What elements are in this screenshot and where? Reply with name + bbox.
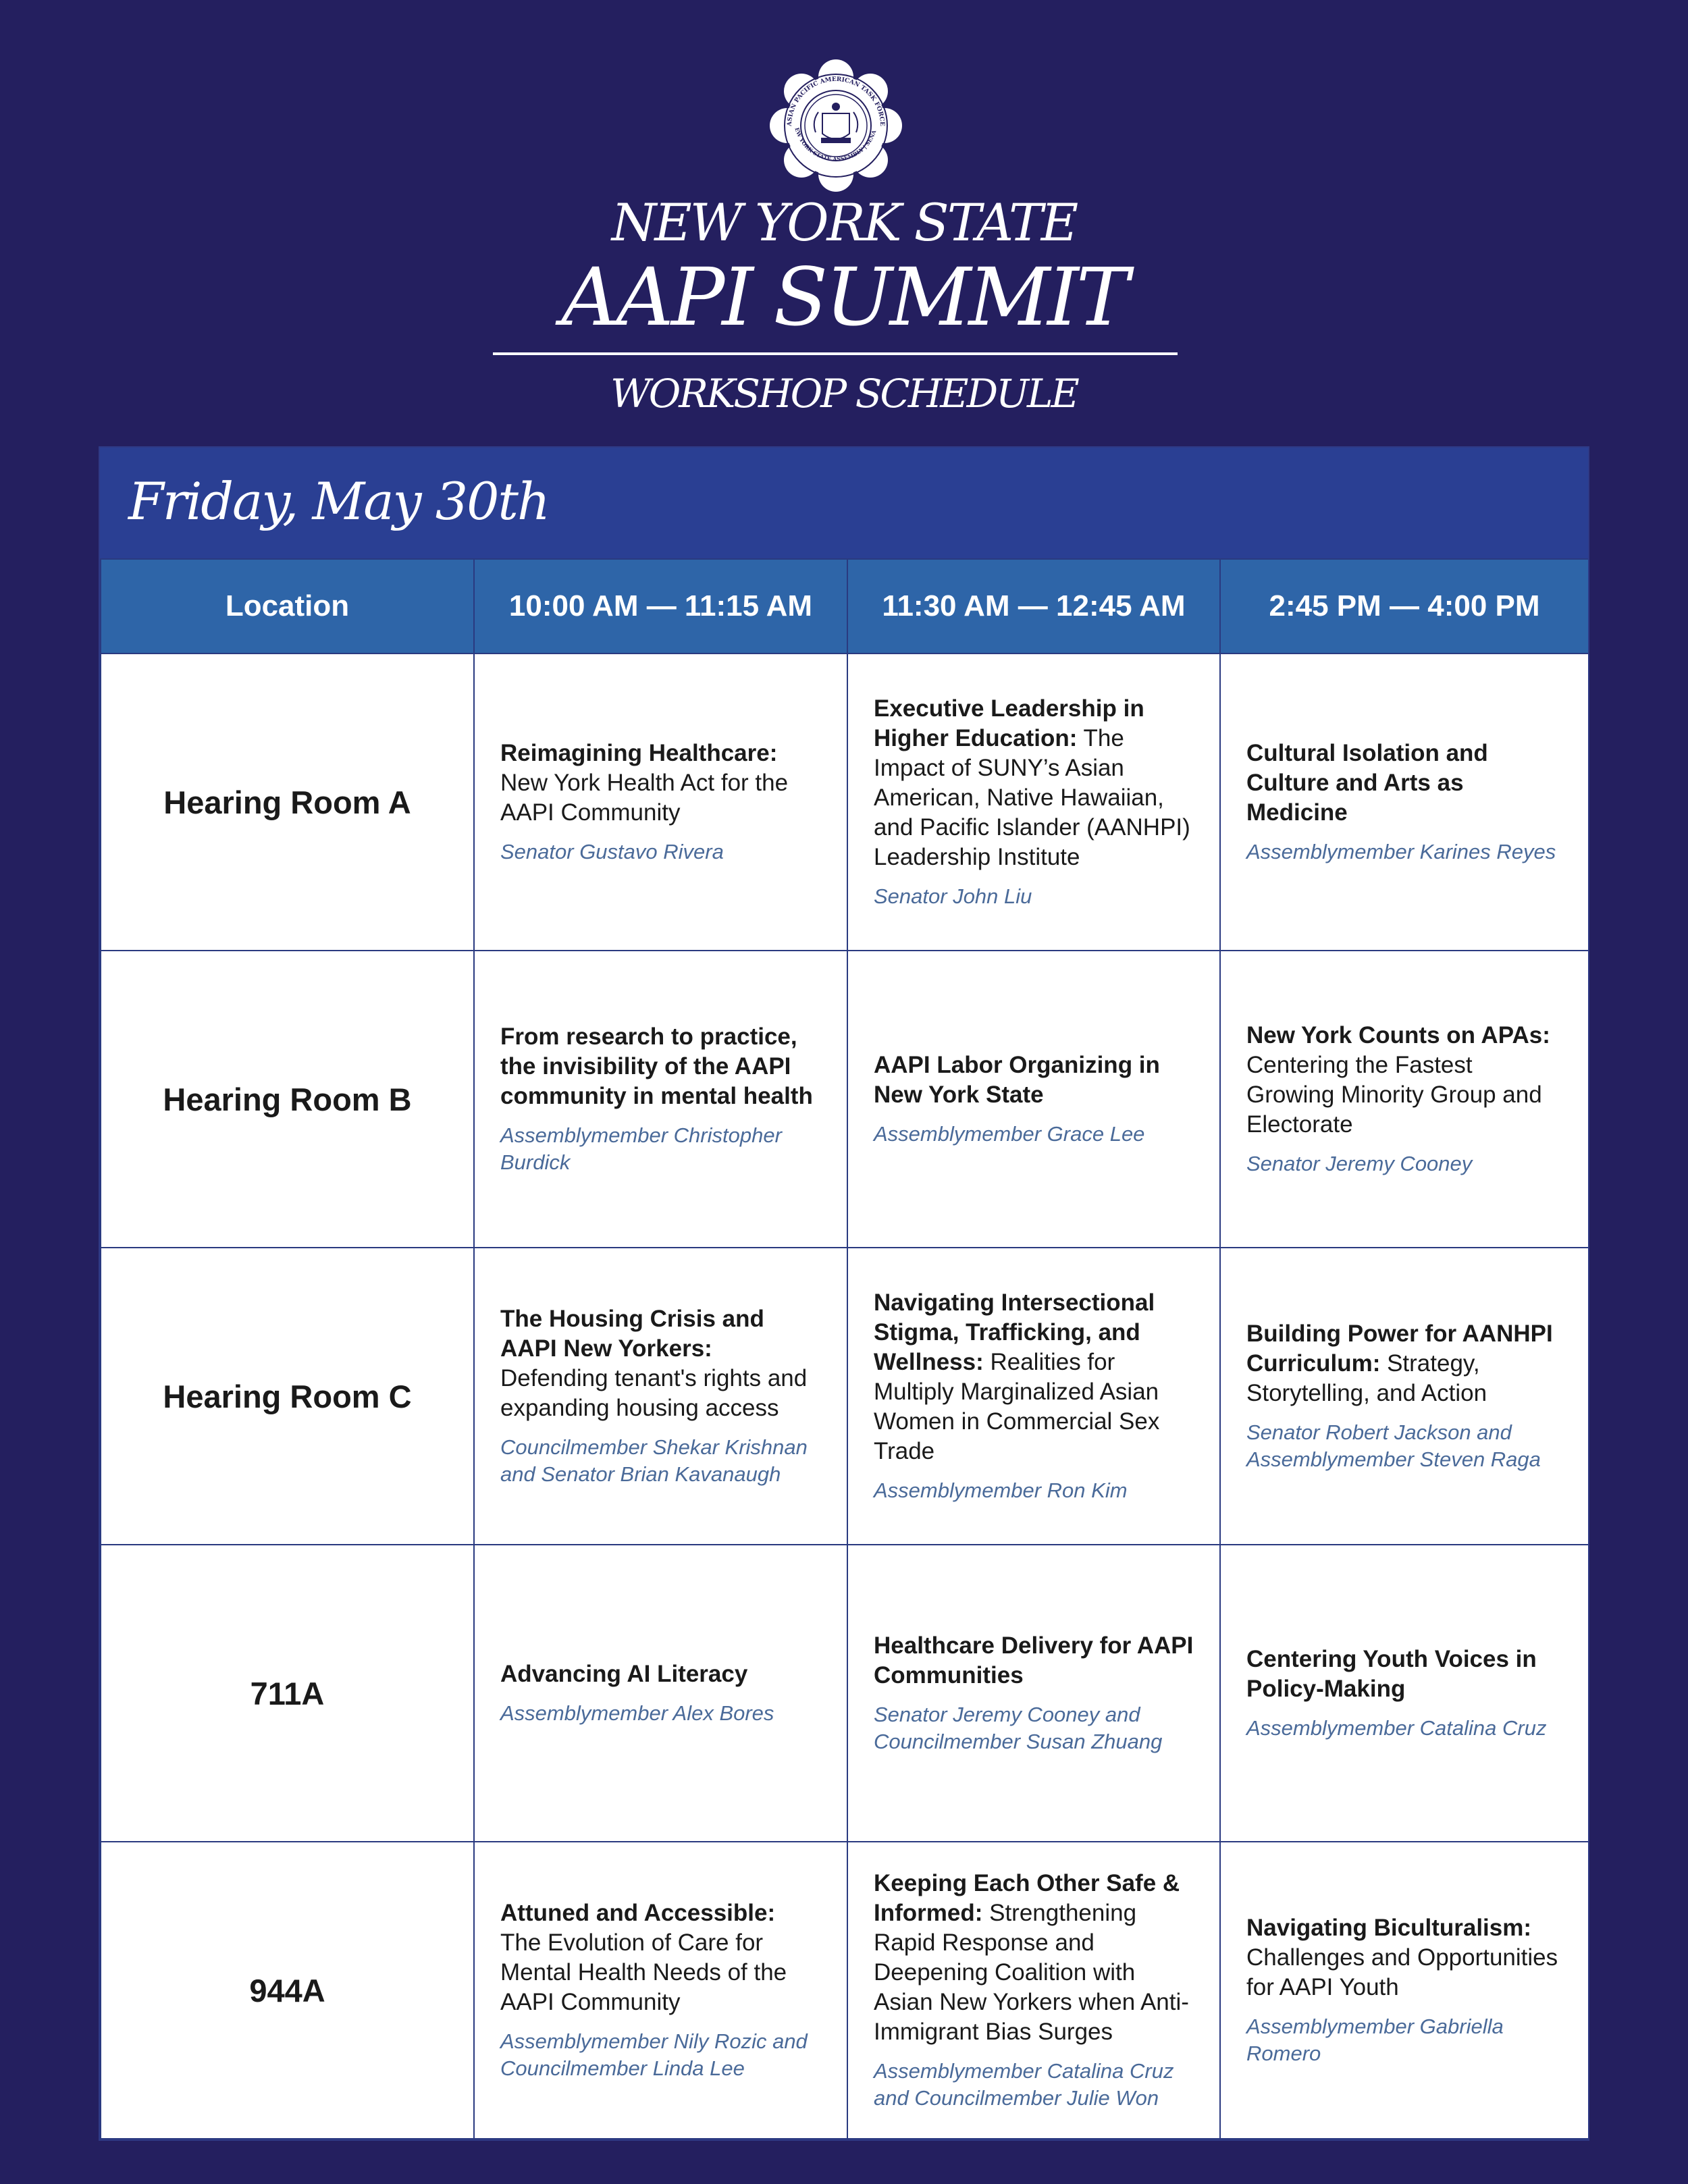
session-cell xyxy=(1220,654,1589,951)
session-cell xyxy=(847,1842,1220,2139)
schedule-body xyxy=(101,654,1589,2139)
table-row xyxy=(101,1842,1589,2139)
session-title: Building Power for AANHPI Curriculum: xyxy=(1246,1321,1553,1377)
session-title: Advancing AI Literacy xyxy=(500,1661,748,1687)
session-speakers: Assemblymember Grace Lee xyxy=(874,1122,1145,1146)
session-cell xyxy=(1220,1842,1589,2139)
session-subtitle: Realities for Multiply Marginalized Asian Women in Commercial Sex Trade xyxy=(874,1349,1160,1464)
session-speakers: Assemblymember Nily Rozic and Councilmember Linda Lee xyxy=(500,2029,808,2080)
schedule-table xyxy=(100,558,1589,2139)
table-row xyxy=(101,654,1589,951)
session-speakers: Assemblymember Catalina Cruz and Councilmember Julie Won xyxy=(874,2059,1174,2110)
location-cell: 711A xyxy=(101,1545,474,1842)
title-line-1: NEW YORK STATE xyxy=(611,192,1077,252)
session-cell xyxy=(1220,1545,1589,1842)
session-title: From research to practice, the invisibility of the AAPI community in mental health xyxy=(500,1023,813,1109)
seal-ring-text-bottom: EW YORK STATE ASSEMBLY | SENA xyxy=(793,126,878,163)
title-line-3: WORKSHOP SCHEDULE xyxy=(610,371,1078,417)
session-cell xyxy=(847,951,1220,1248)
table-row xyxy=(101,1248,1589,1545)
session-cell xyxy=(474,951,847,1248)
title-line-2: AAPI SUMMIT xyxy=(561,250,1127,344)
session-speakers: Assemblymember Ron Kim xyxy=(874,1479,1128,1502)
header-row xyxy=(101,559,1589,654)
session-subtitle: Defending tenant's rights and expanding housing access xyxy=(500,1365,808,1421)
session-cell xyxy=(847,654,1220,951)
session-title: Keeping Each Other Safe & Informed: xyxy=(874,1870,1180,1926)
session-subtitle: Challenges and Opportunities for AAPI Youth xyxy=(1246,1944,1558,2000)
session-title: Navigating Biculturalism: xyxy=(1246,1915,1532,1941)
session-title: AAPI Labor Organizing in New York State xyxy=(874,1052,1160,1108)
session-subtitle: The Impact of SUNY’s Asian American, Native Hawaiian, and Pacific Islander (AANHPI) Leadership Institute xyxy=(874,725,1190,870)
title-divider xyxy=(493,352,1178,355)
session-speakers: Senator Jeremy Cooney xyxy=(1246,1152,1473,1175)
schedule-panel xyxy=(99,446,1589,2141)
session-subtitle: Strengthening Rapid Response and Deepening Coalition with Asian New Yorkers when Anti-Immigrant Bias Surges xyxy=(874,1900,1189,2045)
session-title: Reimagining Healthcare: xyxy=(500,740,778,766)
table-row xyxy=(101,1545,1589,1842)
session-speakers: Senator John Liu xyxy=(874,884,1032,908)
day-title: Friday, May 30th xyxy=(128,471,549,531)
session-speakers: Assemblymember Christopher Burdick xyxy=(500,1123,782,1174)
location-cell: 944A xyxy=(101,1842,474,2139)
session-title: Healthcare Delivery for AAPI Communities xyxy=(874,1632,1194,1688)
session-cell xyxy=(1220,1248,1589,1545)
session-cell xyxy=(474,1842,847,2139)
session-title: Navigating Intersectional Stigma, Trafficking, and Wellness: xyxy=(874,1289,1155,1375)
session-title: Executive Leadership in Higher Education: xyxy=(874,695,1144,751)
session-cell xyxy=(847,1248,1220,1545)
session-title: New York Counts on APAs: xyxy=(1246,1022,1550,1048)
session-cell xyxy=(474,1545,847,1842)
session-subtitle: The Evolution of Care for Mental Health Needs of the AAPI Community xyxy=(500,1929,787,2015)
session-speakers: Assemblymember Catalina Cruz xyxy=(1246,1716,1547,1740)
column-header-slot-1: 10:00 AM — 11:15 AM xyxy=(474,559,847,654)
session-cell xyxy=(474,1248,847,1545)
session-speakers: Senator Jeremy Cooney and Councilmember Susan Zhuang xyxy=(874,1703,1163,1753)
session-title: Cultural Isolation and Culture and Arts as Medicine xyxy=(1246,740,1488,826)
session-cell xyxy=(847,1545,1220,1842)
session-speakers: Senator Robert Jackson and Assemblymember Steven Raga xyxy=(1246,1420,1541,1471)
session-speakers: Senator Gustavo Rivera xyxy=(500,840,724,863)
location-cell: Hearing Room A xyxy=(101,654,474,951)
session-speakers: Assemblymember Karines Reyes xyxy=(1246,840,1556,863)
table-row xyxy=(101,951,1589,1248)
session-cell xyxy=(1220,951,1589,1248)
location-cell: Hearing Room B xyxy=(101,951,474,1248)
location-cell: Hearing Room C xyxy=(101,1248,474,1545)
seal-ring-text-top: ASIAN PACIFIC AMERICAN TASK FORCE xyxy=(786,76,886,127)
session-cell xyxy=(474,654,847,951)
session-title: The Housing Crisis and AAPI New Yorkers: xyxy=(500,1306,764,1362)
session-subtitle: New York Health Act for the AAPI Community xyxy=(500,770,789,826)
session-subtitle: Strategy, Storytelling, and Action xyxy=(1246,1350,1487,1406)
session-speakers: Assemblymember Gabriella Romero xyxy=(1246,2015,1504,2065)
session-title: Centering Youth Voices in Policy-Making xyxy=(1246,1646,1537,1702)
session-speakers: Assemblymember Alex Bores xyxy=(500,1701,774,1725)
session-speakers: Councilmember Shekar Krishnan and Senator Brian Kavanaugh xyxy=(500,1435,808,1486)
session-title: Attuned and Accessible: xyxy=(500,1900,776,1926)
column-header-slot-3: 2:45 PM — 4:00 PM xyxy=(1220,559,1589,654)
day-banner xyxy=(100,448,1588,558)
column-header-slot-2: 11:30 AM — 12:45 AM xyxy=(847,559,1220,654)
session-subtitle: Centering the Fastest Growing Minority Group and Electorate xyxy=(1246,1052,1542,1138)
column-header-location: Location xyxy=(101,559,474,654)
task-force-seal-icon xyxy=(768,58,903,193)
